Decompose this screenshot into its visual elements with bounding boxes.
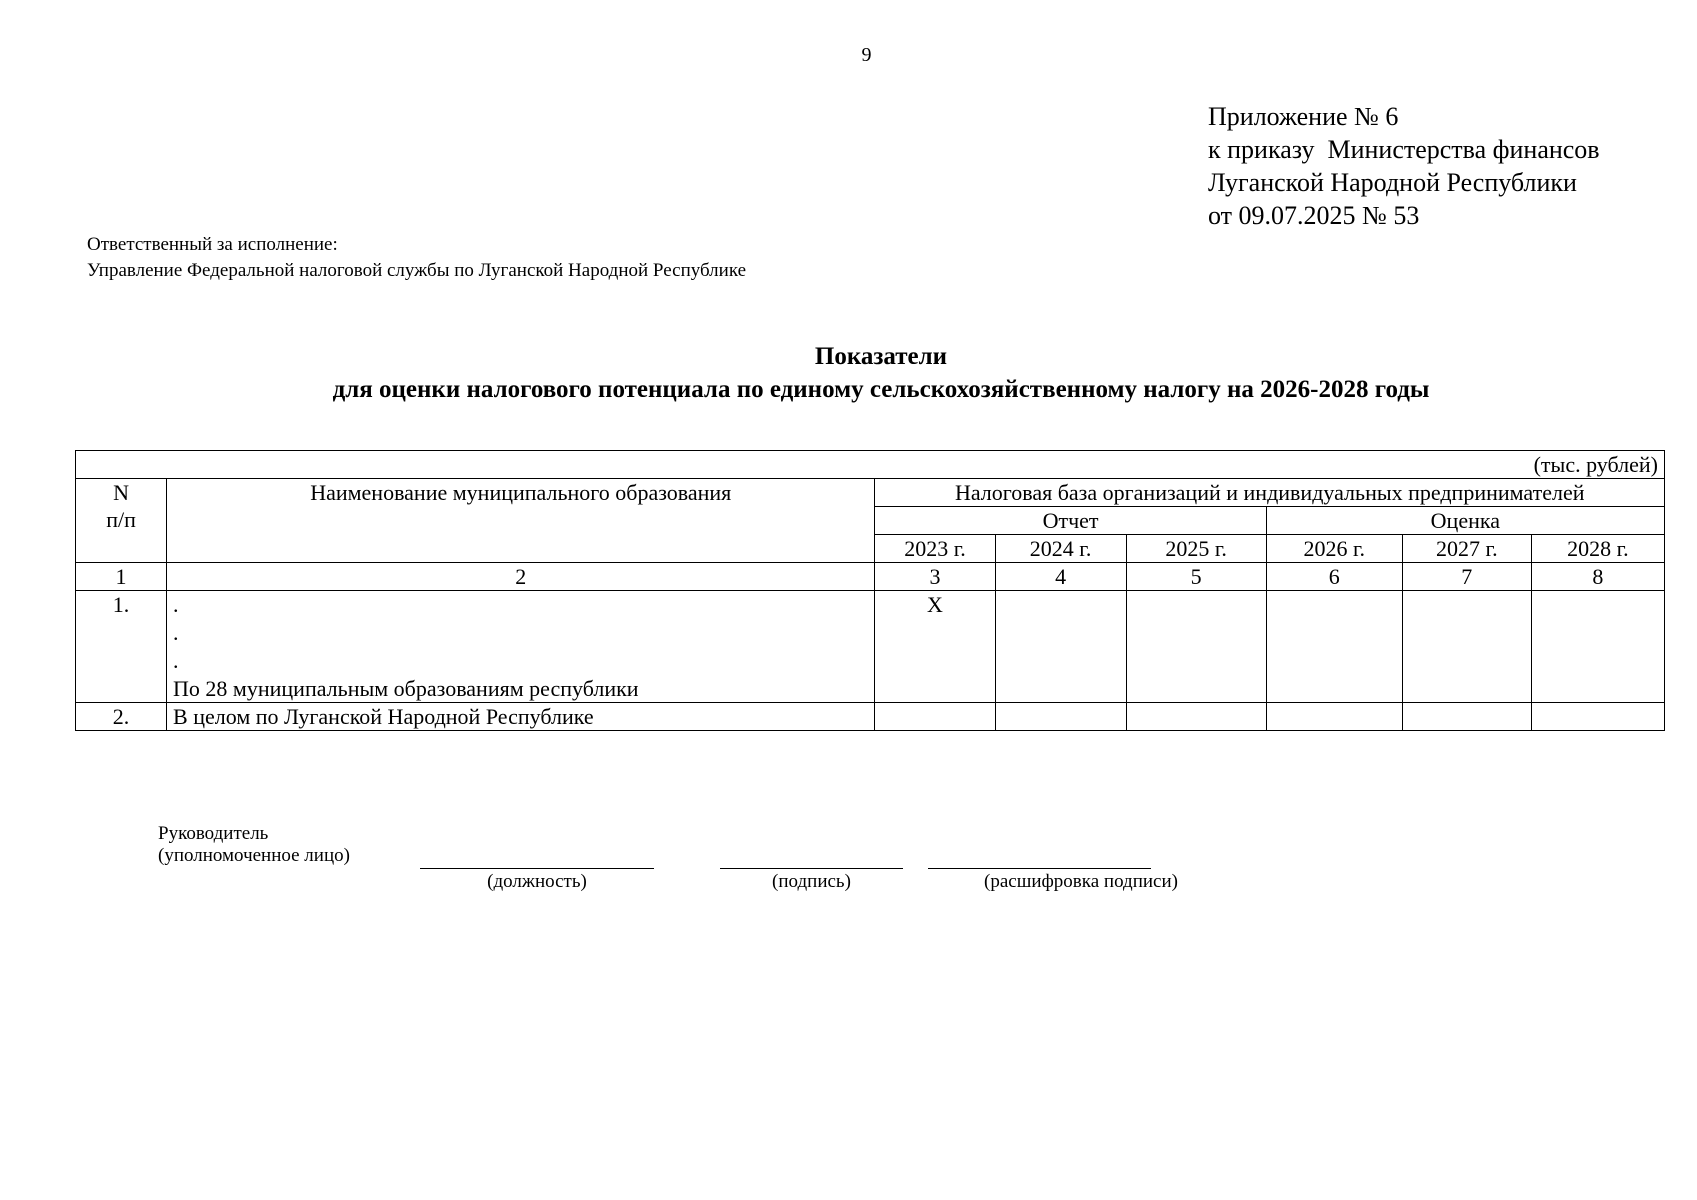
- column-number: 7: [1402, 563, 1531, 591]
- page-number: 9: [861, 44, 872, 66]
- dot: .: [173, 592, 179, 617]
- header-year: 2025 г.: [1126, 535, 1266, 563]
- row-value: [1531, 703, 1664, 731]
- header-group-estimate: Оценка: [1266, 507, 1664, 535]
- row-value: [1266, 591, 1402, 703]
- appendix-line-2: к приказу Министерства финансов: [1208, 135, 1600, 164]
- signature-label-1: Руководитель: [158, 823, 269, 844]
- indicators-table: [75, 450, 1665, 731]
- signature-caption: (подпись): [772, 871, 851, 892]
- column-number: 6: [1266, 563, 1402, 591]
- header-year: 2024 г.: [995, 535, 1126, 563]
- position-caption: (должность): [487, 871, 587, 892]
- header-name: Наименование муниципального образования: [167, 479, 875, 563]
- header-year: 2023 г.: [875, 535, 995, 563]
- header-num-line-1: N: [113, 480, 129, 505]
- column-number: 4: [995, 563, 1126, 591]
- responsible-label: Ответственный за исполнение:: [87, 234, 338, 255]
- header-group-report: Отчет: [875, 507, 1266, 535]
- column-number: 2: [167, 563, 875, 591]
- row-value: [995, 703, 1126, 731]
- row-value: [875, 703, 995, 731]
- row-num: 2.: [76, 703, 167, 731]
- row-value: [1126, 591, 1266, 703]
- decoding-line: [928, 868, 1151, 869]
- row-name-text: По 28 муниципальным образованиям республики: [173, 676, 639, 701]
- title-line-1: Показатели: [814, 343, 948, 370]
- appendix-header: [1208, 100, 1600, 232]
- appendix-line-4: от 09.07.2025 № 53: [1208, 201, 1420, 230]
- column-number: 3: [875, 563, 995, 591]
- header-year: 2027 г.: [1402, 535, 1531, 563]
- signature-label-2: (уполномоченное лицо): [158, 845, 350, 866]
- responsible-block: [87, 232, 746, 284]
- column-number: 8: [1531, 563, 1664, 591]
- row-name: В целом по Луганской Народной Республике: [167, 703, 875, 731]
- decoding-caption: (расшифровка подписи): [984, 871, 1178, 892]
- row-dots: [173, 591, 868, 675]
- row-num: 1.: [76, 591, 167, 703]
- appendix-line-1: Приложение № 6: [1208, 102, 1399, 131]
- table-row: [76, 591, 1665, 703]
- appendix-line-3: Луганской Народной Республики: [1208, 168, 1577, 197]
- row-name: [167, 591, 875, 703]
- row-value: [1402, 703, 1531, 731]
- header-year: 2028 г.: [1531, 535, 1664, 563]
- header-year: 2026 г.: [1266, 535, 1402, 563]
- column-number: 1: [76, 563, 167, 591]
- dot: .: [173, 648, 179, 673]
- position-line: [420, 868, 654, 869]
- dot: .: [173, 620, 179, 645]
- responsible-value: Управление Федеральной налоговой службы по Луганской Народной Республике: [87, 260, 747, 281]
- units-label: (тыс. рублей): [76, 451, 1665, 479]
- document-title: [0, 340, 1697, 406]
- signature-block: [158, 823, 350, 867]
- row-value: [1126, 703, 1266, 731]
- title-line-2: для оценки налогового потенциала по единому сельскохозяйственному налогу на 2026-2028 годы: [332, 376, 1430, 403]
- column-number: 5: [1126, 563, 1266, 591]
- row-value: [1266, 703, 1402, 731]
- header-tax-base: Налоговая база организаций и индивидуальных предпринимателей: [875, 479, 1665, 507]
- row-value: [995, 591, 1126, 703]
- row-value: [1402, 591, 1531, 703]
- row-value: [1531, 591, 1664, 703]
- table-row: [76, 703, 1665, 731]
- header-num: [76, 479, 167, 563]
- signature-line: [720, 868, 903, 869]
- row-value: Х: [875, 591, 995, 703]
- header-num-line-2: п/п: [106, 507, 136, 532]
